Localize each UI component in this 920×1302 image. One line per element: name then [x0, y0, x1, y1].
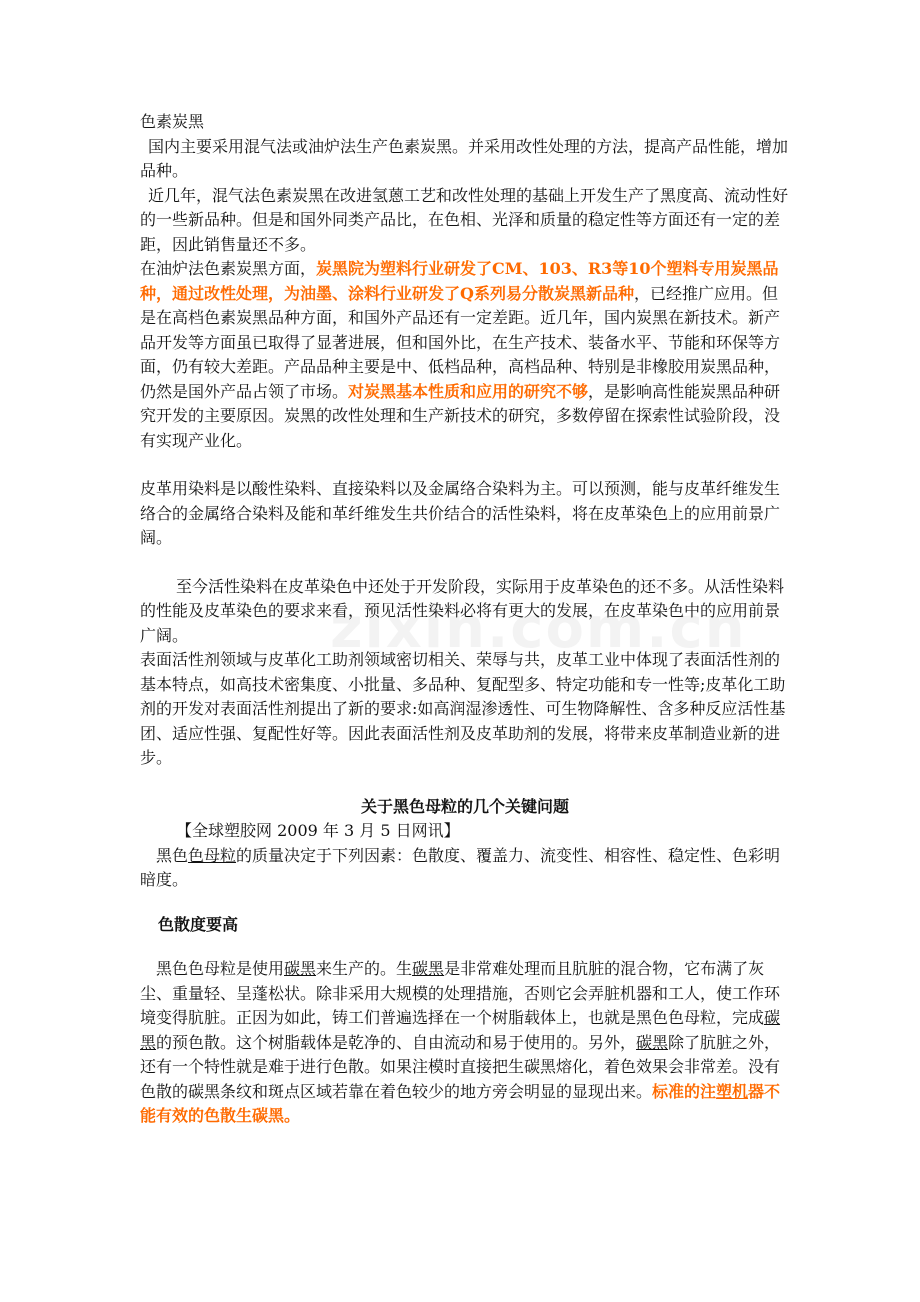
paragraph: 表面活性剂领域与皮革化工助剂领域密切相关、荣辱与共，皮革工业中体现了表面活性剂的基本特点，如高技术密集度、小批量、多品种、复配型多、特定功能和专一性等;皮革化工助剂的开发对表面活性剂提出了新的要求:如高润湿渗透性、可生物降解性、含多种反应活性基团、适应性强、复配性好等。因此表面活性剂及皮革助剂的发展，将带来皮革制造业新的进步。 — [140, 650, 786, 767]
document-page — [140, 110, 790, 1129]
link-carbon-black[interactable]: 碳黑 — [140, 1008, 781, 1052]
text-run: ，已经推广应用。但是在高档色素炭黑品种方面，和国外产品还有一定差距。近几年，国内炭黑在新技术。新产品开发等方面虽已取得了显著进展，但和国外比，在生产技术、装备水平、节能和环保等方面，仍有较大差距。产品品种主要是中、低档品种，高档品种、特别是非橡胶用炭黑品种，仍然是国外产品占领了市场。 — [140, 283, 781, 401]
highlight-text: 对炭黑基本性质和应用的研究不够 — [348, 381, 589, 401]
link-carbon-black[interactable]: 碳黑 — [636, 1032, 669, 1052]
text-run: 黑色色母粒是使用 — [156, 959, 285, 978]
section-title-carbon-black: 色素炭黑 — [140, 112, 205, 131]
highlight-text: 炭黑院为塑料行业研发了CM、103、R3等10个塑料专用炭黑品种，通过改性处理，为油墨、涂料行业研发了Q系列易分散炭黑新品种 — [140, 259, 779, 303]
text-run: 的预色散。这个树脂载体是乾净的、自由流动和易于使用的。另外， — [156, 1032, 637, 1052]
section-subtitle: 色散度要高 — [158, 914, 239, 934]
paragraph: 至今活性染料在皮革染色中还处于开发阶段，实际用于皮革染色的还不多。从活性染料的性能及皮革染色的要求来看，预见活性染料必将有更大的发展，在皮革染色中的应用前景广阔。 — [140, 576, 785, 645]
highlight-text: 器不能有效的色散生碳黑。 — [140, 1081, 781, 1125]
highlight-text: 标准的注 — [652, 1081, 717, 1101]
text-run: 除了肮脏之外，还有一个特性就是难于进行色散。如果注模时直接把生碳黑熔化，着色效果会非常差。没有色散的碳黑条纹和斑点区域若靠在着色较少的地方旁会明显的显现出来。 — [140, 1032, 781, 1101]
spacer — [140, 771, 790, 795]
paragraph — [140, 257, 790, 453]
spacer — [140, 551, 790, 575]
paragraph: 近几年，混气法色素炭黑在改进氢蒽工艺和改性处理的基础上开发生产了黑度高、流动性好的一些新品种。但是和国外同类产品比，在色相、光泽和质量的稳定性等方面还有一定的差距，因此销售量还不多。 — [140, 185, 789, 254]
text-run: 来生产的。生 — [316, 959, 413, 978]
link-carbon-black[interactable]: 碳黑 — [284, 959, 317, 978]
spacer — [140, 453, 790, 477]
text-run: 是非常难处理而且肮脏的混合物，它布满了灰尘、重量轻、呈蓬松状。除非采用大规模的处理措施，否则它会弄脏机器和工人，使工作环境变得肮脏。正因为如此，铸工们普遍选择在一个树脂载体上，也就是黑色色母粒，完成 — [140, 959, 781, 1027]
paragraph — [140, 957, 790, 1129]
spacer — [140, 937, 790, 957]
text-run: 的质量决定于下列因素：色散度、覆盖力、流变性、相容性、稳定性、色彩明暗度。 — [140, 845, 781, 889]
text-run: ，是影响高性能炭黑品种研究开发的主要原因。炭黑的改性处理和生产新技术的研究，多数停留在探索性试验阶段，没有实现产业化。 — [140, 381, 781, 450]
link-carbon-black[interactable]: 碳黑 — [412, 959, 445, 978]
text-run: 在油炉法色素炭黑方面， — [140, 259, 317, 278]
link-masterbatch[interactable]: 色母粒 — [188, 845, 237, 865]
spacer — [140, 893, 790, 913]
text-run: 黑色 — [156, 845, 189, 865]
paragraph: 国内主要采用混气法或油炉法生产色素炭黑。并采用改性处理的方法，提高产品性能，增加品种。 — [140, 136, 789, 180]
paragraph: 皮革用染料是以酸性染料、直接染料以及金属络合染料为主。可以预测，能与皮革纤维发生络合的金属络合染料及能和革纤维发生共价结合的活性染料，将在皮革染色上的应用前景广阔。 — [140, 479, 781, 547]
article-title: 关于黑色母粒的几个关键问题 — [360, 796, 569, 816]
link-injection-machine[interactable]: 塑机 — [716, 1081, 749, 1101]
article-source: 【全球塑胶网 2009 年 3 月 5 日网讯】 — [176, 821, 460, 840]
paragraph — [140, 844, 790, 893]
